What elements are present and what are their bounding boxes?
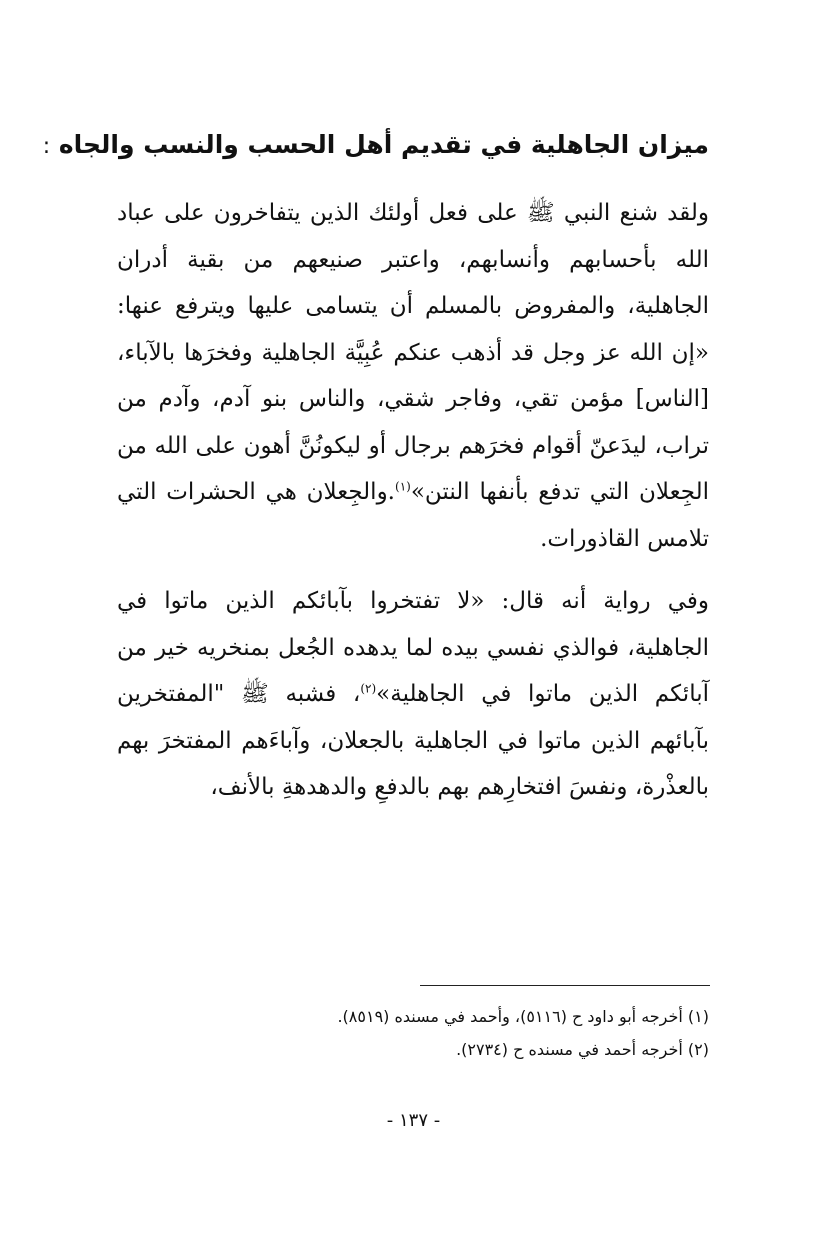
footnotes <box>117 1000 709 1066</box>
section-heading <box>42 126 709 166</box>
paragraph-2-tail: ، فشبه ﷺ "المفتخرين بآبائهم الذين ماتوا في الجاهلية بالجعلان، وآباءَهم المفتخرَ بهم بالعذْرة، ونفسَ افتخارِهم بهم بالدفعِ والدهدهةِ بالأنف، <box>117 681 709 800</box>
section-heading-text: ميزان الجاهلية في تقديم أهل الحسب والنسب والجاه <box>58 130 709 159</box>
footnote-marker-2: (٢) <box>360 681 377 696</box>
paragraph-1 <box>117 190 709 562</box>
footnote-marker-1: (١) <box>395 479 411 494</box>
footnote-2: (٢) أخرجه أحمد في مسنده ح (٢٧٣٤). <box>456 1040 709 1059</box>
footnote-1: (١) أخرجه أبو داود ح (٥١١٦)، وأحمد في مسنده (٨٥١٩). <box>337 1007 709 1026</box>
paragraph-2 <box>117 578 709 811</box>
page-number: - ١٣٧ - <box>386 1110 441 1131</box>
paragraph-1-tail: .والجِعلان هي الحشرات التي تلامس القاذورات. <box>117 479 709 552</box>
body-text <box>117 190 709 811</box>
footnote-divider <box>420 985 710 986</box>
paragraph-2-text: وفي رواية أنه قال: «لا تفتخروا بآبائكم الذين ماتوا في الجاهلية، فوالذي نفسي بيده لما يدهده الجُعل بمنخريه خير من آبائكم الذين ماتوا في الجاهلية» <box>117 588 709 707</box>
paragraph-1-text: ولقد شنع النبي ﷺ على فعل أولئك الذين يتفاخرون على عباد الله بأحسابهم وأنسابهم، واعتبر صنيعهم من بقية أدران الجاهلية، والمفروض بالمسلم أن يتسامى عليها ويترفع عنها: «إن الله عز وجل قد أذهب عنكم عُبِيَّة الجاهلية وفخرَها بالآباء، [الناس] مؤمن تقي، وفاجر شقي، والناس بنو آدم، وآدم من تراب، ليدَعنّ أقوام فخرَهم برجال أو ليكونُنَّ أهون على الله من الجِعلان التي تدفع بأنفها النتن» <box>117 200 709 505</box>
section-heading-colon: : <box>42 134 51 159</box>
